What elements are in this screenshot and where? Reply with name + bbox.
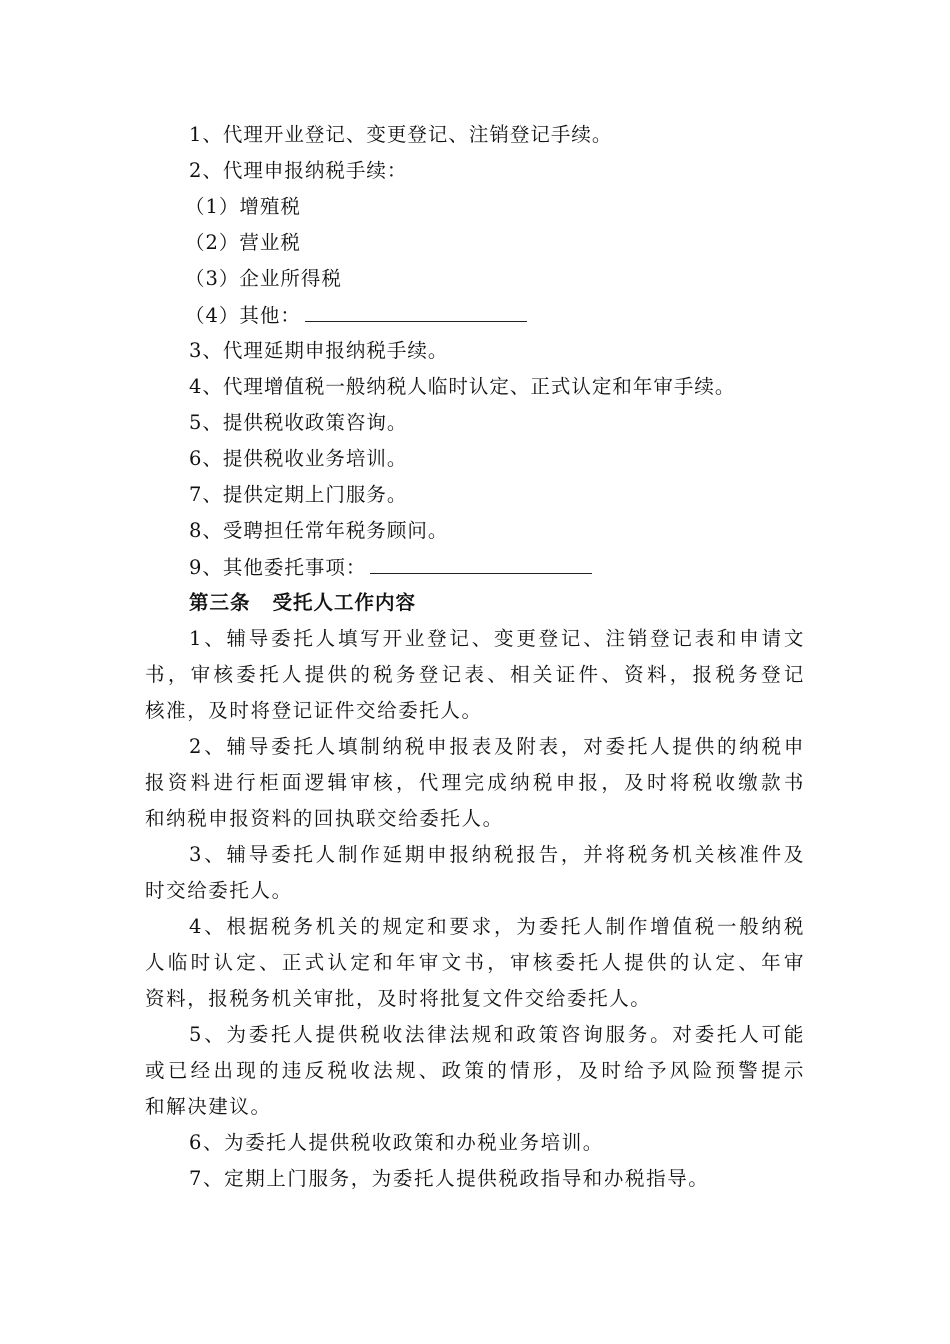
list-item-7: 7、提供定期上门服务。 xyxy=(189,483,408,506)
list-item-8: 8、受聘担任常年税务顾问。 xyxy=(189,519,449,542)
article-3-paragraphs xyxy=(145,621,805,1197)
paragraph-line: 报资料进行柜面逻辑审核，代理完成纳税申报，及时将税收缴款书 xyxy=(145,771,805,794)
paragraph-line: 6、为委托人提供税收政策和办税业务培训。 xyxy=(189,1131,604,1154)
list-item-2: 2、代理申报纳税手续： xyxy=(189,159,408,182)
paragraph xyxy=(145,1125,805,1161)
paragraph-line: 4、根据税务机关的规定和要求，为委托人制作增值税一般纳税 xyxy=(189,915,805,938)
tax-other-label: （4）其他： xyxy=(185,304,301,327)
other-matters-label: 9、其他委托事项： xyxy=(189,556,367,579)
paragraph-line: 7、定期上门服务，为委托人提供税政指导和办税指导。 xyxy=(189,1167,710,1190)
other-matters-blank-field[interactable] xyxy=(370,549,592,574)
tax-item-other xyxy=(145,297,805,333)
list-item-6: 6、提供税收业务培训。 xyxy=(189,447,408,470)
article-3-heading xyxy=(145,585,805,621)
paragraph xyxy=(145,729,805,837)
article-3-title: 受托人工作内容 xyxy=(272,591,417,614)
paragraph xyxy=(145,1017,805,1125)
paragraph-line: 时交给委托人。 xyxy=(145,879,293,902)
paragraph-line: 1、辅导委托人填写开业登记、变更登记、注销登记表和申请文 xyxy=(189,627,805,650)
article-3-number: 第三条 xyxy=(189,591,251,614)
paragraph-line: 2、辅导委托人填制纳税申报表及附表，对委托人提供的纳税申 xyxy=(189,735,805,758)
paragraph-line: 3、辅导委托人制作延期申报纳税报告，并将税务机关核准件及 xyxy=(189,843,805,866)
paragraph xyxy=(145,1161,805,1197)
paragraph-line: 书，审核委托人提供的税务登记表、相关证件、资料，报税务登记 xyxy=(145,663,805,686)
list-item-3: 3、代理延期申报纳税手续。 xyxy=(189,339,449,362)
paragraph-line: 人临时认定、正式认定和年审文书，审核委托人提供的认定、年审 xyxy=(145,951,805,974)
list-item-1: 1、代理开业登记、变更登记、注销登记手续。 xyxy=(189,123,613,146)
list-item-4: 4、代理增值税一般纳税人临时认定、正式认定和年审手续。 xyxy=(189,375,736,398)
paragraph-line: 资料，报税务机关审批，及时将批复文件交给委托人。 xyxy=(145,987,652,1010)
paragraph xyxy=(145,909,805,1017)
paragraph xyxy=(145,621,805,729)
list-item-9 xyxy=(145,549,805,585)
tax-item-vat: （1）增殖税 xyxy=(185,195,301,218)
paragraph-line: 和解决建议。 xyxy=(145,1095,272,1118)
paragraph-line: 核准，及时将登记证件交给委托人。 xyxy=(145,699,483,722)
tax-other-blank-field[interactable] xyxy=(305,297,527,322)
paragraph xyxy=(145,837,805,909)
paragraph-line: 或已经出现的违反税收法规、政策的情形，及时给予风险预警提示 xyxy=(145,1059,805,1082)
list-item-5: 5、提供税收政策咨询。 xyxy=(189,411,408,434)
tax-item-income: （3）企业所得税 xyxy=(185,267,342,290)
tax-item-business: （2）营业税 xyxy=(185,231,301,254)
paragraph-line: 和纳税申报资料的回执联交给委托人。 xyxy=(145,807,504,830)
paragraph-line: 5、为委托人提供税收法律法规和政策咨询服务。对委托人可能 xyxy=(189,1023,805,1046)
